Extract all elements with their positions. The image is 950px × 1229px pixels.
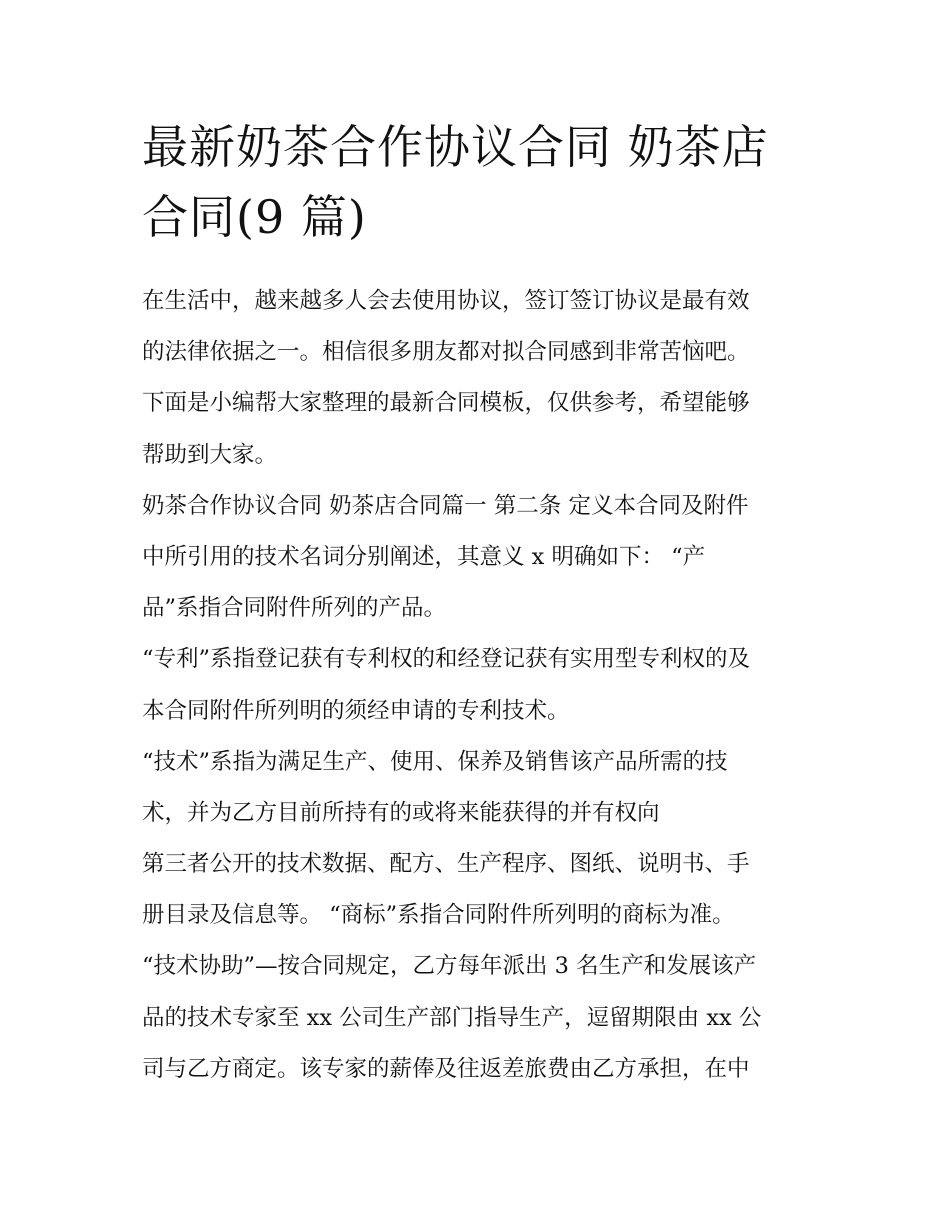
body-line: 下面是小编帮大家整理的最新合同模板，仅供参考，希望能够: [142, 390, 750, 417]
document-body: [142, 276, 822, 1095]
body-line: “专利”系指登记获有专利权的和经登记获有实用型专利权的及: [142, 646, 751, 673]
body-line: “技术协助”—按合同规定，乙方每年派出 3 名生产和发展该产: [142, 953, 757, 980]
body-line: “技术”系指为满足生产、使用、保养及销售该产品所需的技: [142, 748, 728, 775]
body-line: 帮助到大家。: [142, 441, 278, 468]
body-line: 术，并为乙方目前所持有的或将来能获得的并有权向: [142, 799, 660, 826]
title-line: 合同(9 篇): [142, 190, 367, 244]
body-line: 在生活中，越来越多人会去使用协议，签订签订协议是最有效: [142, 288, 750, 314]
title-line: 最新奶茶合作协议合同 奶茶店: [142, 120, 769, 174]
body-line: 的法律依据之一。相信很多朋友都对拟合同感到非常苦恼吧。: [142, 339, 750, 366]
body-line: 本合同附件所列明的须经申请的专利技术。: [142, 697, 570, 724]
body-line: 第三者公开的技术数据、配方、生产程序、图纸、说明书、手: [142, 851, 750, 878]
body-line: 册目录及信息等。 “商标”系指合同附件所列明的商标为准。: [142, 902, 735, 929]
body-line: 奶茶合作协议合同 奶茶店合同篇一 第二条 定义本合同及附件: [142, 492, 749, 519]
body-line: 品”系指合同附件所列的产品。: [142, 595, 447, 622]
body-line: 品的技术专家至 xx 公司生产部门指导生产，逗留期限由 xx 公: [142, 1004, 762, 1031]
body-line: 司与乙方商定。该专家的薪俸及往返差旅费由乙方承担，在中: [142, 1055, 750, 1082]
body-line: 中所引用的技术名词分别阐述，其意义 x 明确如下： “产: [142, 543, 706, 570]
document-title: [142, 112, 822, 252]
